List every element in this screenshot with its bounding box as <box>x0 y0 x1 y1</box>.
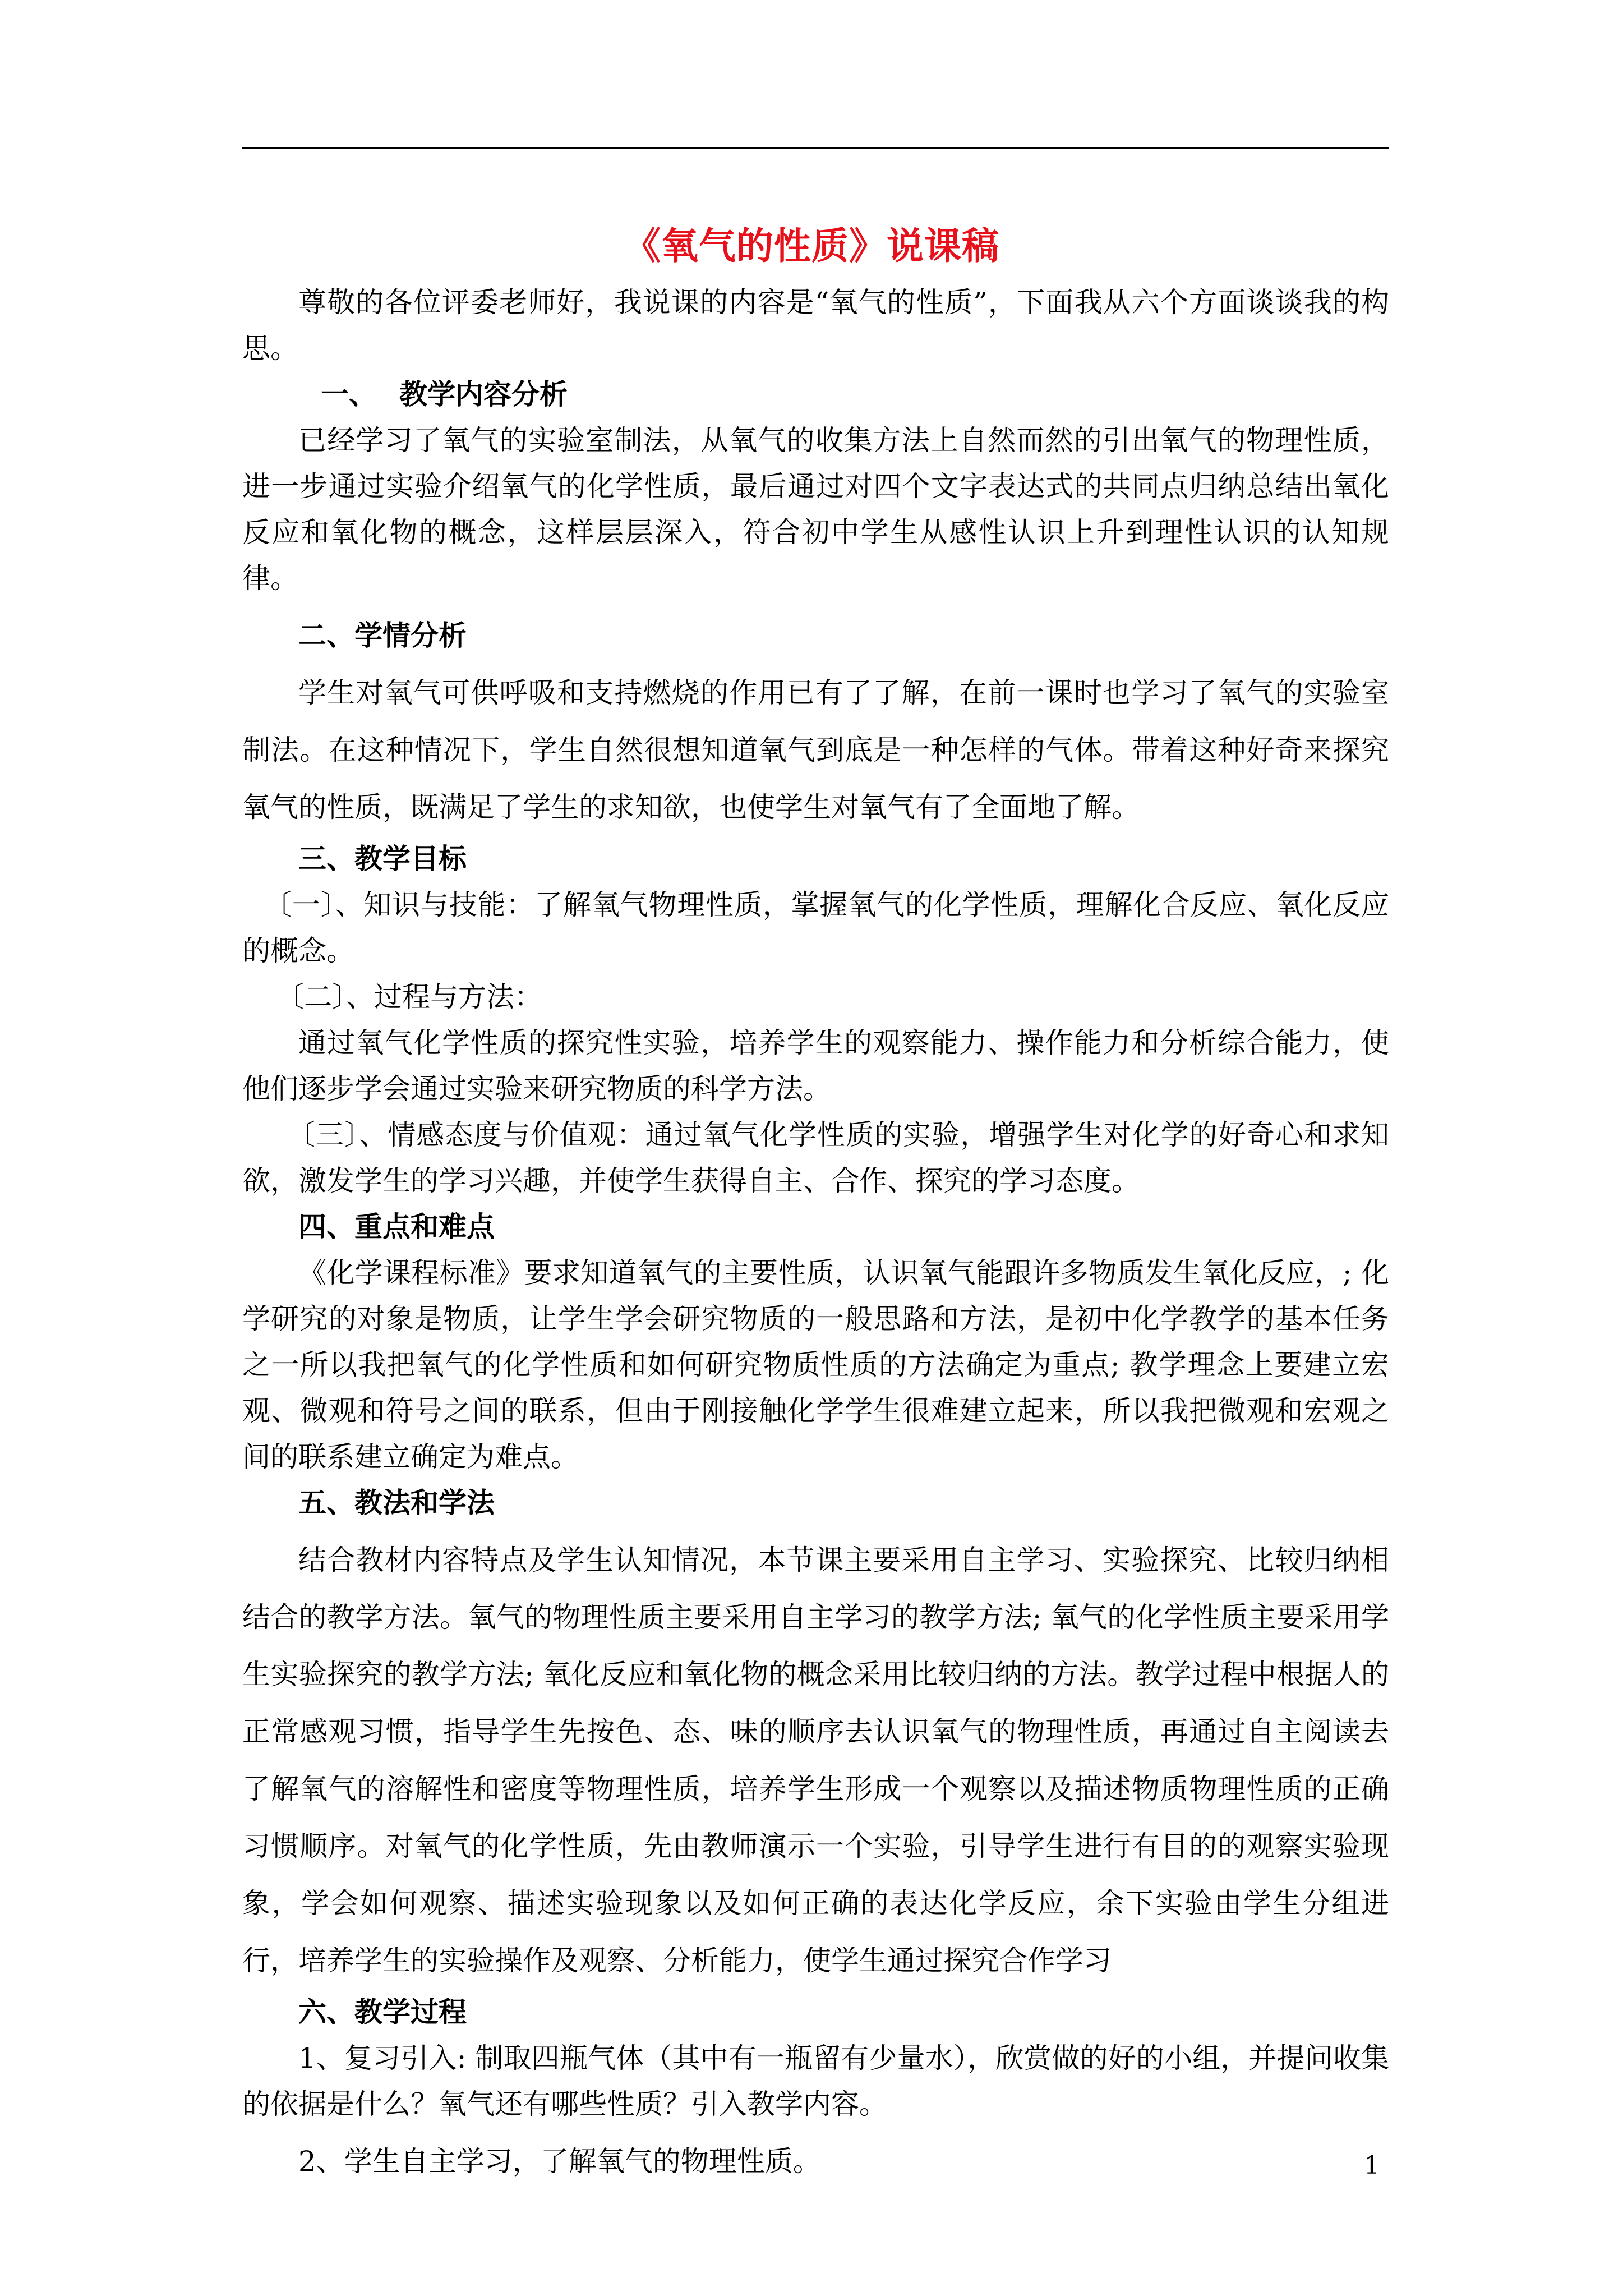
objective-process-label: 〔二〕、过程与方法： <box>276 981 542 1013</box>
section-1-title: 教学内容分析 <box>399 378 568 411</box>
section-2-paragraph: 学生对氧气可供呼吸和支持燃烧的作用已有了了解，在前一课时也学习了氧气的实验室制法。在这种情况下，学生自然很想知道氧气到底是一种怎样的气体。带着这种好奇来探究氧气的性质，既满足了学生的求知欲，也使学生对氧气有了全面地了解。 <box>242 677 1389 823</box>
page-number: 1 <box>1364 2151 1380 2180</box>
objective-attitude: 〔三〕、情感态度与价值观：通过氧气化学性质的实验，增强学生对化学的好奇心和求知欲，激发学生的学习兴趣，并使学生获得自主、合作、探究的学习态度。 <box>242 1119 1389 1197</box>
objective-process-text: 通过氧气化学性质的探究性实验，培养学生的观察能力、操作能力和分析综合能力，使他们逐步学会通过实验来研究物质的科学方法。 <box>242 1027 1389 1105</box>
objective-knowledge: 〔一〕、知识与技能：了解氧气物理性质，掌握氧气的化学性质，理解化合反应、氧化反应的概念。 <box>242 889 1389 967</box>
section-1-number: 一、 <box>321 378 377 411</box>
section-4-heading: 四、重点和难点 <box>298 1210 495 1243</box>
section-1-paragraph: 已经学习了氧气的实验室制法，从氧气的收集方法上自然而然的引出氧气的物理性质，进一步通过实验介绍氧气的化学性质，最后通过对四个文字表达式的共同点归纳总结出氧化反应和氧化物的概念，这样层层深入，符合初中学生从感性认识上升到理性认识的认知规律。 <box>242 424 1389 595</box>
section-1-heading <box>242 371 1389 417</box>
header-rule <box>242 147 1389 149</box>
section-2-heading: 二、学情分析 <box>298 619 467 652</box>
section-5-heading: 五、教法和学法 <box>298 1486 495 1519</box>
process-step-2: 2、学生自主学习，了解氧气的物理性质。 <box>298 2145 821 2178</box>
page-title: 《氧气的性质》说课稿 <box>624 224 999 268</box>
section-4-paragraph: 《化学课程标准》要求知道氧气的主要性质，认识氧气能跟许多物质发生氧化反应，; 化学研究的对象是物质，让学生学会研究物质的一般思路和方法，是初中化学教学的基本任务之一所以我把氧气的化学性质和如何研究物质性质的方法确定为重点; 教学理念上要建立宏观、微观和符号之间的联系，但由于刚接触化学学生很难建立起来，所以我把微观和宏观之间的联系建立确定为难点。 <box>242 1257 1389 1473</box>
intro-paragraph: 尊敬的各位评委老师好，我说课的内容是“氧气的性质”，下面我从六个方面谈谈我的构思。 <box>242 286 1389 365</box>
document-body <box>242 279 1389 2184</box>
section-5-paragraph: 结合教材内容特点及学生认知情况，本节课主要采用自主学习、实验探究、比较归纳相结合的教学方法。氧气的物理性质主要采用自主学习的教学方法; 氧气的化学性质主要采用学生实验探究的教学方法; 氧化反应和氧化物的概念采用比较归纳的方法。教学过程中根据人的正常感观习惯，指导学生先按色、态、味的顺序去认识氧气的物理性质，再通过自主阅读去了解氧气的溶解性和密度等物理性质，培养学生形成一个观察以及描述物质物理性质的正确习惯顺序。对氧气的化学性质，先由教师演示一个实验，引导学生进行有目的的观察实验现象，学会如何观察、描述实验现象以及如何正确的表达化学反应，余下实验由学生分组进行，培养学生的实验操作及观察、分析能力，使学生通过探究合作学习 <box>242 1544 1389 1977</box>
section-3-heading: 三、教学目标 <box>298 842 467 875</box>
process-step-1: 1、复习引入: 制取四瓶气体（其中有一瓶留有少量水），欣赏做的好的小组，并提问收集的依据是什么？氧气还有哪些性质？引入教学内容。 <box>242 2042 1389 2120</box>
section-6-heading: 六、教学过程 <box>298 1995 467 2028</box>
